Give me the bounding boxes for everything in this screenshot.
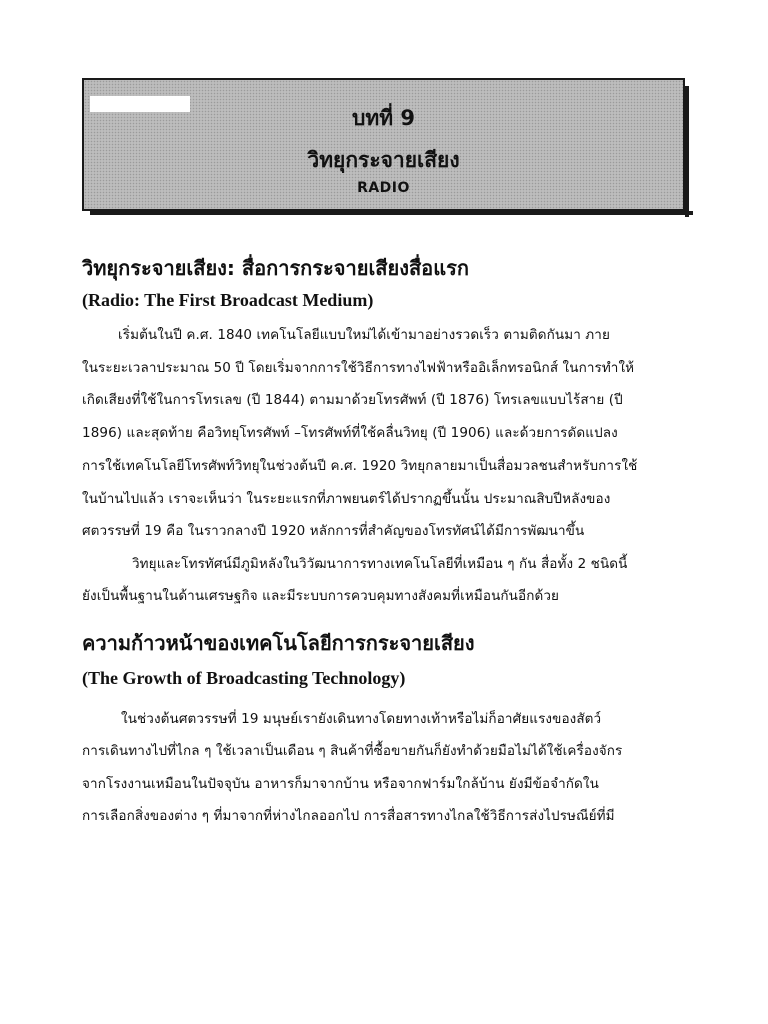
paragraph-line: 1896) และสุดท้าย คือวิทยุโทรศัพท์ –โทรศัพท์ที่ใช้คลื่นวิทยุ (ปี 1906) และด้วยการดัดแปลง bbox=[82, 425, 618, 441]
paragraph-line: จากโรงงานเหมือนในปัจจุบัน อาหารก็มาจากบ้าน หรือจากฟาร์มใกล้บ้าน ยังมีข้อจำกัดใน bbox=[82, 776, 599, 792]
paragraph-line: วิทยุและโทรทัศน์มีภูมิหลังในวิวัฒนาการทางเทคโนโลยีที่เหมือน ๆ กัน สื่อทั้ง 2 ชนิดนี้ bbox=[132, 556, 628, 572]
paragraph-line: การใช้เทคโนโลยีโทรศัพท์วิทยุในช่วงต้นปี ค.ศ. 1920 วิทยุกลายมาเป็นสื่อมวลชนสำหรับการใช้ bbox=[82, 458, 638, 474]
paragraph-line: ยังเป็นพื้นฐานในด้านเศรษฐกิจ และมีระบบการควบคุมทางสังคมที่เหมือนกันอีกด้วย bbox=[82, 588, 560, 604]
chapter-number: บทที่ 9 bbox=[352, 106, 415, 130]
paragraph-line: ในช่วงต้นศตวรรษที่ 19 มนุษย์เรายังเดินทางโดยทางเท้าหรือไม่ก็อาศัยแรงของสัตว์ bbox=[121, 711, 602, 727]
section-1-title-th: วิทยุกระจายเสียง: สื่อการกระจายเสียงสื่อแรก bbox=[82, 256, 469, 280]
paragraph-line: การเลือกสิ่งของต่าง ๆ ที่มาจากที่ห่างไกลออกไป การสื่อสารทางไกลใช้วิธีการส่งไปรษณีย์ที่มี bbox=[82, 808, 615, 824]
header-shadow bbox=[90, 211, 693, 215]
paragraph-line: การเดินทางไปที่ไกล ๆ ใช้เวลาเป็นเดือน ๆ สินค้าที่ซื้อขายกันก็ยังทำด้วยมือไม่ได้ใช้เครื่องจักร bbox=[82, 743, 623, 759]
section-2-title-th: ความก้าวหน้าของเทคโนโลยีการกระจายเสียง bbox=[82, 631, 475, 655]
section-1-title-en: (Radio: The First Broadcast Medium) bbox=[82, 290, 374, 310]
paragraph-line: เริ่มต้นในปี ค.ศ. 1840 เทคโนโลยีแบบใหม่ได้เข้ามาอย่างรวดเร็ว ตามติดกันมา ภาย bbox=[118, 327, 610, 343]
paragraph-line: เกิดเสียงที่ใช้ในการโทรเลข (ปี 1844) ตามมาด้วยโทรศัพท์ (ปี 1876) โทรเลขแบบไร้สาย (ปี bbox=[82, 392, 623, 408]
paragraph-line: ในระยะเวลาประมาณ 50 ปี โดยเริ่มจากการใช้วิธีการทางไฟฟ้าหรืออิเล็กทรอนิกส์ ในการทำให้ bbox=[82, 360, 635, 376]
section-2-title-en: (The Growth of Broadcasting Technology) bbox=[82, 668, 406, 688]
paragraph-line: ศตวรรษที่ 19 คือ ในราวกลางปี 1920 หลักการที่สำคัญของโทรทัศน์ได้มีการพัฒนาขึ้น bbox=[82, 523, 585, 539]
chapter-title-th: วิทยุกระจายเสียง bbox=[307, 148, 460, 172]
paragraph-line: ในบ้านไปแล้ว เราจะเห็นว่า ในระยะแรกที่ภาพยนตร์ได้ปรากฏขึ้นนั้น ประมาณสิบปีหลังของ bbox=[82, 491, 611, 507]
chapter-title-en: RADIO bbox=[357, 180, 410, 196]
chapter-header-box bbox=[82, 78, 685, 211]
